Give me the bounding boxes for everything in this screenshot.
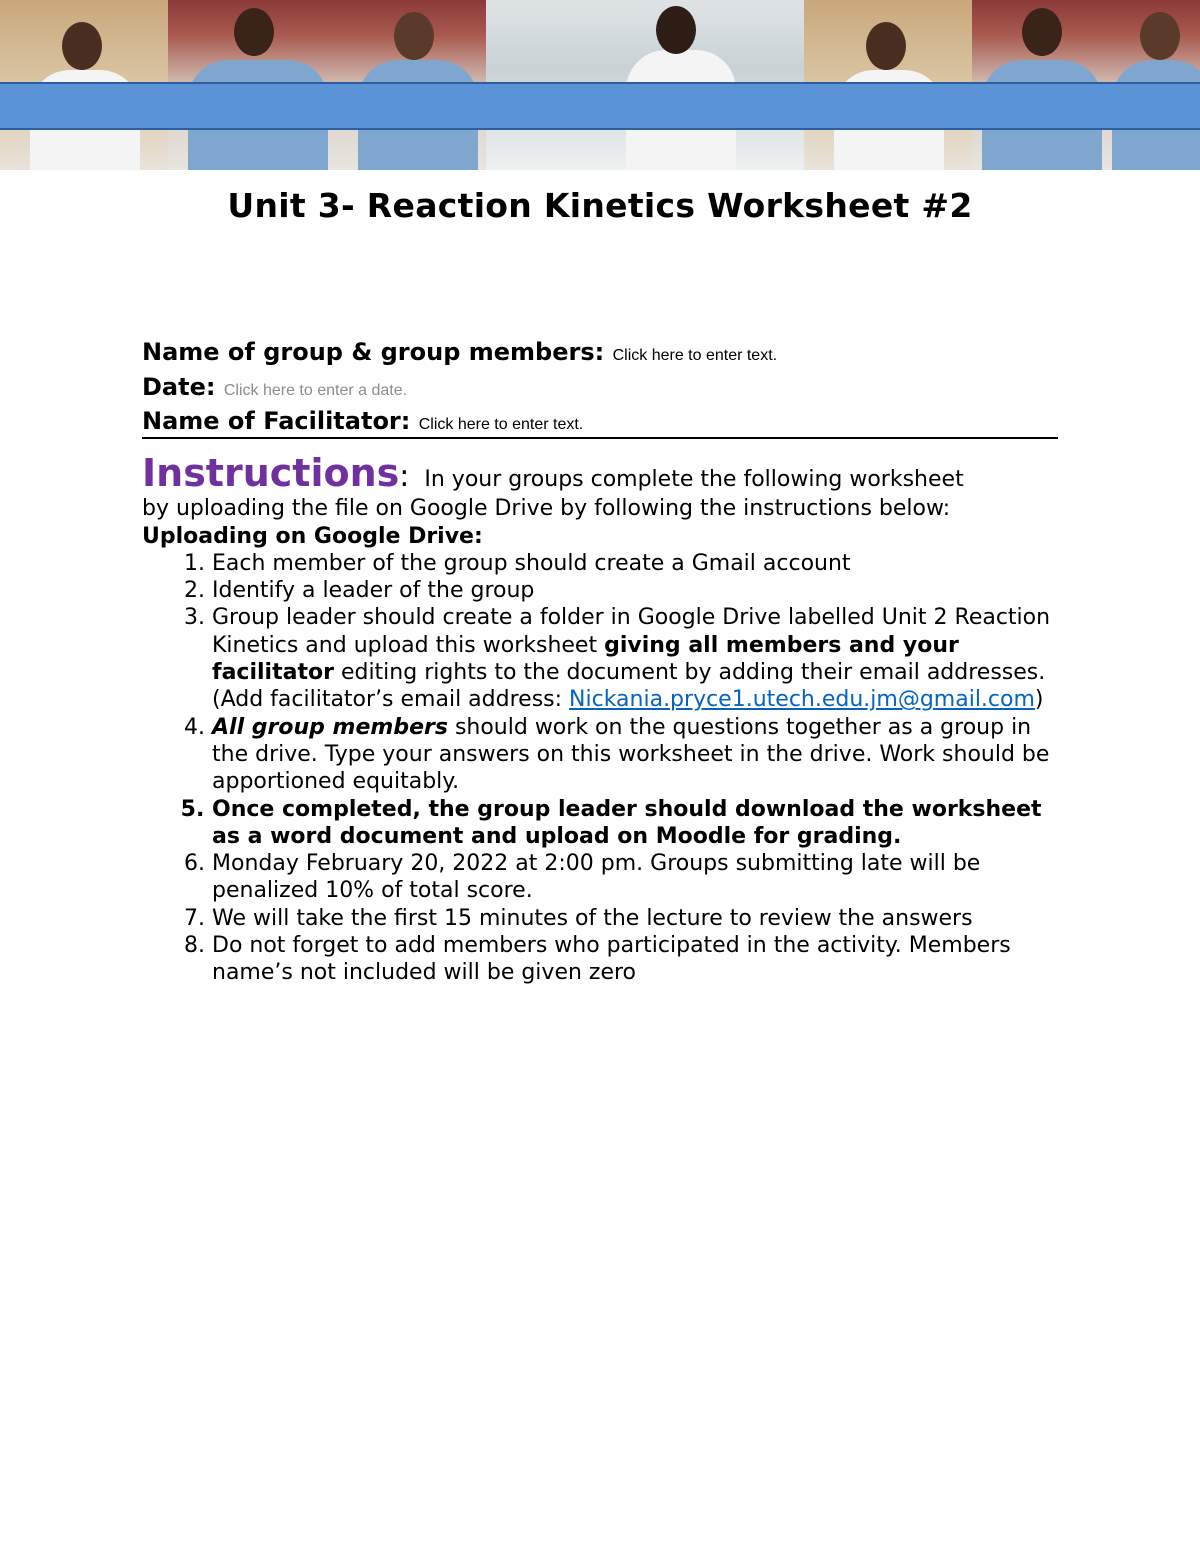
uploading-subheading: Uploading on Google Drive: xyxy=(142,523,483,549)
instructions-heading: Instructions xyxy=(142,451,400,495)
instructions-section xyxy=(142,451,1062,987)
banner-title-bar xyxy=(0,82,1200,130)
facilitator-email-link[interactable]: Nickania.pryce1.utech.edu.jm@gmail.com xyxy=(569,687,1035,713)
group-members-label: Name of group & group members: xyxy=(142,338,605,366)
group-members-field xyxy=(142,338,777,366)
list-item: 5. Once completed, the group leader should download the worksheet as a word document and upload on Moodle for grading. xyxy=(212,796,1062,851)
date-label: Date: xyxy=(142,373,216,401)
facilitator-input[interactable]: Click here to enter text. xyxy=(418,416,584,433)
instructions-list xyxy=(142,550,1062,987)
facilitator-label: Name of Facilitator: xyxy=(142,407,411,435)
header-banner xyxy=(0,0,1200,170)
instructions-intro-line2: by uploading the file on Google Drive by following the instructions below: xyxy=(142,496,951,522)
divider xyxy=(142,437,1058,439)
group-members-input[interactable]: Click here to enter text. xyxy=(612,347,778,364)
list-item: 4. All group members should work on the questions together as a group in the drive. Type your answers on this worksheet in the drive. Work should be apportioned equitably. xyxy=(212,714,1062,796)
instructions-intro-line1: In your groups complete the following worksheet xyxy=(424,467,964,492)
list-item: 8. Do not forget to add members who participated in the activity. Members name’s not included will be given zero xyxy=(212,932,1062,987)
date-input[interactable]: Click here to enter a date. xyxy=(223,382,408,399)
date-field xyxy=(142,373,407,401)
list-item: 6. Monday February 20, 2022 at 2:00 pm. Groups submitting late will be penalized 10% of total score. xyxy=(212,850,1062,905)
instructions-intro: Instructions: In your groups complete the following worksheet xyxy=(142,451,964,495)
list-item: 2. Identify a leader of the group xyxy=(212,577,1062,604)
list-item: 1. Each member of the group should create a Gmail account xyxy=(212,550,1062,577)
list-item: 3. Group leader should create a folder in Google Drive labelled Unit 2 Reaction Kinetics and upload this worksheet giving all members and your facilitator editing rights to the document by adding their email addresses. (Add facilitator’s email address: Nickania.pryce1.utech.edu.jm@gmail.com) xyxy=(212,604,1062,713)
facilitator-field xyxy=(142,407,583,435)
page-title: Unit 3- Reaction Kinetics Worksheet #2 xyxy=(227,186,973,225)
list-item: 7. We will take the first 15 minutes of the lecture to review the answers xyxy=(212,905,1062,932)
